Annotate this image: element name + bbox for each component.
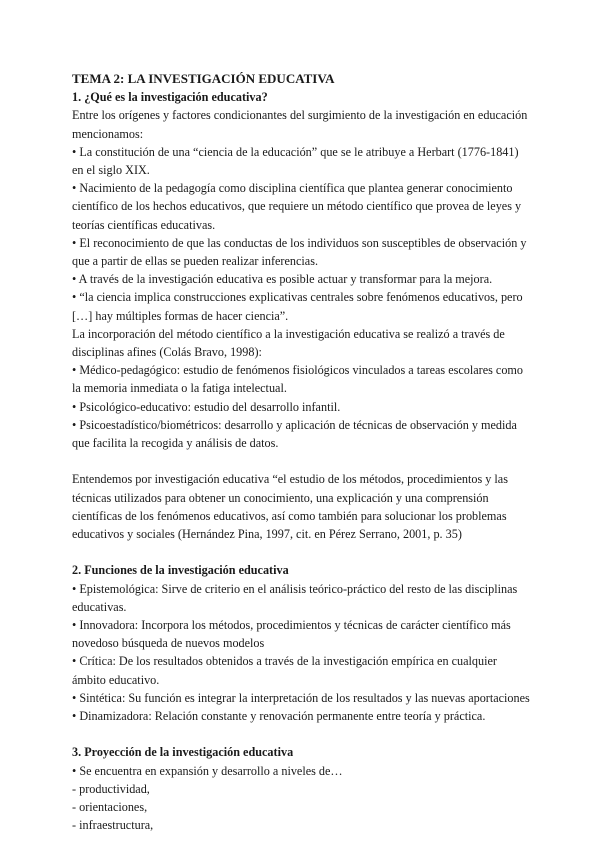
section-2-heading: 2. Funciones de la investigación educativa	[72, 563, 289, 578]
function-bullet-item: • Epistemológica: Sirve de criterio en el análisis teórico-práctico del resto de las disciplinas educativas.	[72, 581, 518, 614]
bullet-item: • “la ciencia implica construcciones explicativas centrales sobre fenómenos educativos, pero […] hay múltiples formas de hacer ciencia”.	[72, 290, 523, 323]
function-bullet-item: • Crítica: De los resultados obtenidos a través de la investigación empírica en cualquier ámbito educativo.	[72, 654, 497, 687]
bullet-item: • Nacimiento de la pedagogía como disciplina científica que plantea generar conocimiento científico de los hechos educativos, que requiere un método científico que provea de leyes y teorías científicas educativas.	[72, 181, 522, 232]
method-bullet-item: • Médico-pedagógico: estudio de fenómenos fisiológicos vinculados a tareas escolares como la memoria inmediata o la fatiga intelectual.	[72, 363, 524, 396]
paragraph-gap	[72, 725, 532, 743]
document-page	[72, 70, 532, 834]
projection-list-item: - orientaciones,	[72, 800, 148, 815]
projection-list-item: - productividad,	[72, 781, 150, 796]
paragraph-gap	[72, 543, 532, 561]
bullet-item: • La constitución de una “ciencia de la educación” que se le atribuye a Herbart (1776-1841) en el siglo XIX.	[72, 144, 519, 178]
paragraph-gap	[72, 452, 532, 470]
method-bullet-item: • Psicológico-educativo: estudio del desarrollo infantil.	[72, 399, 341, 414]
section-1-intro: Entre los orígenes y factores condicionantes del surgimiento de la investigación en educación mencionamos:	[72, 108, 528, 141]
definition-paragraph: Entendemos por investigación educativa “el estudio de los métodos, procedimientos y las técnicas utilizados para obtener un conocimiento, una explicación y una comprensión científicas de los fenómenos educativos, así como también para solucionar los problemas educativos y sociales (Hernández Pina, 1997, cit. en Pérez Serrano, 2001, p. 35)	[72, 472, 508, 542]
method-intro: La incorporación del método científico a la investigación educativa se realizó a través de disciplinas afines (Colás Bravo, 1998):	[72, 326, 505, 360]
function-bullet-item: • Dinamizadora: Relación constante y renovación permanente entre teoría y práctica.	[72, 709, 486, 724]
projection-list-item: - infraestructura,	[72, 818, 154, 833]
bullet-item: • A través de la investigación educativa es posible actuar y transformar para la mejora.	[72, 272, 493, 287]
function-bullet-item: • Sintética: Su función es integrar la interpretación de los resultados y las nuevas aportaciones	[72, 690, 530, 705]
bullet-item: • El reconocimiento de que las conductas de los individuos son susceptibles de observación y que a partir de ellas se pueden realizar inferencias.	[72, 235, 527, 269]
projection-intro: • Se encuentra en expansión y desarrollo a niveles de…	[72, 763, 343, 778]
section-3-heading: 3. Proyección de la investigación educativa	[72, 745, 294, 760]
section-1-heading: 1. ¿Qué es la investigación educativa?	[72, 90, 268, 105]
function-bullet-item: • Innovadora: Incorpora los métodos, procedimientos y técnicas de carácter científico más novedoso búsqueda de nuevos modelos	[72, 618, 511, 651]
method-bullet-item: • Psicoestadístico/biométricos: desarrollo y aplicación de técnicas de observación y medida que facilita la recogida y análisis de datos.	[72, 417, 517, 451]
document-title: TEMA 2: LA INVESTIGACIÓN EDUCATIVA	[72, 71, 335, 86]
